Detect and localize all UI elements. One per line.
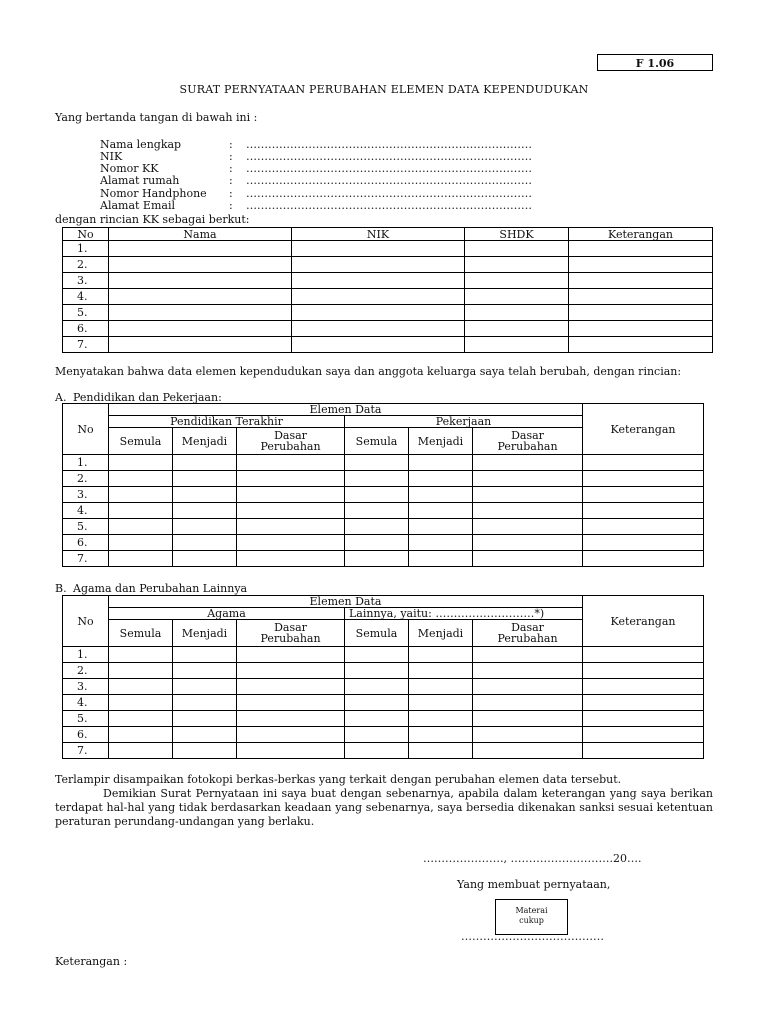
footer-keterangan-label: Keterangan :	[55, 955, 128, 968]
table-cell[interactable]	[409, 471, 473, 487]
field-label-handphone: Nomor Handphone	[100, 187, 207, 200]
table-cell[interactable]	[473, 711, 583, 727]
table-cell[interactable]	[569, 241, 713, 257]
table-cell[interactable]	[292, 241, 465, 257]
row-number: 6.	[63, 727, 109, 743]
table-cell[interactable]	[409, 551, 473, 567]
table-cell[interactable]	[409, 647, 473, 663]
table-cell[interactable]	[409, 727, 473, 743]
table-row	[63, 663, 704, 679]
table-cell[interactable]	[345, 519, 409, 535]
col-dasar-perubahan	[473, 620, 583, 647]
table-cell[interactable]	[173, 519, 237, 535]
table-cell[interactable]	[237, 519, 345, 535]
table-row	[63, 487, 704, 503]
section-b-title: Agama dan Perubahan Lainnya	[73, 582, 248, 595]
table-cell[interactable]	[465, 305, 569, 321]
table-cell[interactable]	[345, 551, 409, 567]
table-cell[interactable]	[173, 663, 237, 679]
table-cell[interactable]	[583, 727, 704, 743]
kk-col-keterangan: Keterangan	[569, 228, 713, 241]
table-row	[63, 289, 713, 305]
table-cell[interactable]	[109, 519, 173, 535]
materai-line-1: Materai	[515, 906, 548, 915]
section-b-table	[62, 595, 704, 759]
row-number: 7.	[63, 551, 109, 567]
table-cell[interactable]	[292, 321, 465, 337]
section-b-elemen-data: Elemen Data	[109, 596, 583, 608]
table-cell[interactable]	[473, 663, 583, 679]
col-menjadi: Menjadi	[173, 620, 237, 647]
table-cell[interactable]	[409, 455, 473, 471]
table-cell[interactable]	[109, 679, 173, 695]
field-label-nomor-kk: Nomor KK	[100, 162, 159, 175]
table-cell[interactable]	[109, 727, 173, 743]
place-date-line[interactable]: …………………., ……………………….20….	[423, 852, 642, 865]
table-cell[interactable]	[473, 551, 583, 567]
row-number: 1.	[63, 455, 109, 471]
field-input-email[interactable]: ……………………………………………………………………	[246, 199, 532, 212]
table-cell[interactable]	[109, 241, 292, 257]
field-label-email: Alamat Email	[100, 199, 175, 212]
row-number: 7.	[63, 743, 109, 759]
table-cell[interactable]	[237, 535, 345, 551]
table-cell[interactable]	[409, 679, 473, 695]
table-cell[interactable]	[409, 487, 473, 503]
table-cell[interactable]	[583, 695, 704, 711]
table-cell[interactable]	[583, 711, 704, 727]
table-cell[interactable]	[583, 663, 704, 679]
table-cell[interactable]	[583, 679, 704, 695]
closing-attachment-text: Terlampir disampaikan fotokopi berkas-berkas yang terkait dengan perubahan elemen data tersebut.	[55, 773, 622, 786]
col-dasar-perubahan	[237, 428, 345, 455]
table-cell[interactable]	[409, 711, 473, 727]
table-cell[interactable]	[345, 455, 409, 471]
field-colon: :	[229, 138, 233, 151]
table-cell[interactable]	[345, 535, 409, 551]
materai-line-2: cukup	[519, 916, 544, 925]
field-label-alamat: Alamat rumah	[100, 174, 180, 187]
table-cell[interactable]	[465, 337, 569, 353]
table-cell[interactable]	[473, 647, 583, 663]
table-row	[63, 679, 704, 695]
table-cell[interactable]	[473, 471, 583, 487]
table-cell[interactable]	[109, 695, 173, 711]
table-row	[63, 551, 704, 567]
table-cell[interactable]	[109, 257, 292, 273]
table-cell[interactable]	[109, 289, 292, 305]
table-row	[63, 711, 704, 727]
table-cell[interactable]	[583, 647, 704, 663]
table-cell[interactable]	[173, 647, 237, 663]
table-cell[interactable]	[237, 455, 345, 471]
section-b-group-agama: Agama	[109, 608, 345, 620]
kk-col-no: No	[63, 228, 109, 241]
table-cell[interactable]	[237, 711, 345, 727]
col-menjadi: Menjadi	[173, 428, 237, 455]
row-number: 5.	[63, 711, 109, 727]
section-a-group-pekerjaan: Pekerjaan	[345, 416, 583, 428]
table-row	[63, 273, 713, 289]
dasar-line-2: Perubahan	[260, 440, 321, 453]
document-title: SURAT PERNYATAAN PERUBAHAN ELEMEN DATA KEPENDUDUKAN	[179, 83, 589, 96]
table-cell[interactable]	[173, 695, 237, 711]
form-code-box: F 1.06	[597, 54, 713, 71]
col-dasar-perubahan	[473, 428, 583, 455]
col-semula: Semula	[109, 620, 173, 647]
table-cell[interactable]	[465, 241, 569, 257]
section-b-label: B.	[55, 582, 67, 595]
row-number: 6.	[63, 535, 109, 551]
table-cell[interactable]	[409, 695, 473, 711]
field-colon: :	[229, 199, 233, 212]
signature-line[interactable]: …………………………………	[461, 930, 604, 943]
dasar-line-2: Perubahan	[260, 632, 321, 645]
row-number: 1.	[63, 647, 109, 663]
table-cell[interactable]	[109, 487, 173, 503]
table-cell[interactable]	[173, 551, 237, 567]
table-cell[interactable]	[237, 471, 345, 487]
table-cell[interactable]	[109, 471, 173, 487]
table-cell[interactable]	[473, 487, 583, 503]
table-cell[interactable]	[569, 257, 713, 273]
table-row	[63, 455, 704, 471]
row-number: 4.	[63, 695, 109, 711]
table-cell[interactable]	[109, 305, 292, 321]
table-cell[interactable]	[109, 337, 292, 353]
kk-col-shdk: SHDK	[465, 228, 569, 241]
table-row	[63, 471, 704, 487]
table-cell[interactable]	[109, 711, 173, 727]
field-label-nama: Nama lengkap	[100, 138, 182, 151]
table-cell[interactable]	[583, 743, 704, 759]
dasar-line-1: Dasar	[274, 621, 307, 634]
row-number: 3.	[63, 273, 109, 289]
table-cell[interactable]	[292, 289, 465, 305]
kk-col-nik: NIK	[292, 228, 465, 241]
section-a-col-keterangan: Keterangan	[583, 404, 704, 455]
table-cell[interactable]	[237, 663, 345, 679]
table-cell[interactable]	[409, 503, 473, 519]
col-semula: Semula	[345, 428, 409, 455]
table-cell[interactable]	[237, 695, 345, 711]
table-cell[interactable]	[569, 305, 713, 321]
table-cell[interactable]	[237, 727, 345, 743]
table-cell[interactable]	[465, 289, 569, 305]
col-menjadi: Menjadi	[409, 428, 473, 455]
table-cell[interactable]	[345, 471, 409, 487]
row-number: 2.	[63, 471, 109, 487]
table-row	[63, 305, 713, 321]
table-cell[interactable]	[569, 289, 713, 305]
row-number: 2.	[63, 257, 109, 273]
table-cell[interactable]	[173, 679, 237, 695]
table-cell[interactable]	[292, 273, 465, 289]
field-input-alamat[interactable]: ……………………………………………………………………	[246, 174, 532, 187]
table-cell[interactable]	[292, 305, 465, 321]
col-dasar-perubahan	[237, 620, 345, 647]
row-number: 4.	[63, 289, 109, 305]
table-cell[interactable]	[237, 647, 345, 663]
row-number: 6.	[63, 321, 109, 337]
field-label-nik: NIK	[100, 150, 123, 163]
field-input-nomor-kk[interactable]: ……………………………………………………………………	[246, 162, 532, 175]
statement-text: Menyatakan bahwa data elemen kependudukan saya dan anggota keluarga saya telah berubah, dengan rincian:	[55, 365, 682, 378]
table-cell[interactable]	[345, 503, 409, 519]
section-a-table	[62, 403, 704, 567]
table-cell[interactable]	[109, 503, 173, 519]
row-number: 7.	[63, 337, 109, 353]
table-cell[interactable]	[409, 663, 473, 679]
table-row	[63, 337, 713, 353]
table-cell[interactable]	[473, 695, 583, 711]
section-b-col-no: No	[63, 596, 109, 647]
table-cell[interactable]	[345, 663, 409, 679]
intro-text: Yang bertanda tangan di bawah ini :	[55, 111, 258, 124]
dasar-line-1: Dasar	[511, 429, 544, 442]
section-a-label: A.	[55, 391, 67, 404]
section-a-title: Pendidikan dan Pekerjaan:	[73, 391, 222, 404]
table-cell[interactable]	[569, 337, 713, 353]
row-number: 2.	[63, 663, 109, 679]
kk-intro-text: dengan rincian KK sebagai berkut:	[55, 213, 250, 226]
field-input-nama[interactable]: ……………………………………………………………………	[246, 138, 532, 151]
table-cell[interactable]	[173, 535, 237, 551]
table-cell[interactable]	[237, 679, 345, 695]
table-cell[interactable]	[465, 257, 569, 273]
table-cell[interactable]	[473, 519, 583, 535]
field-colon: :	[229, 162, 233, 175]
field-colon: :	[229, 187, 233, 200]
table-cell[interactable]	[583, 487, 704, 503]
table-cell[interactable]	[109, 551, 173, 567]
dasar-line-1: Dasar	[274, 429, 307, 442]
section-a-col-no: No	[63, 404, 109, 455]
table-row	[63, 241, 713, 257]
table-cell[interactable]	[109, 321, 292, 337]
table-row	[63, 257, 713, 273]
table-cell[interactable]	[409, 519, 473, 535]
section-b-group-lainnya[interactable]: Lainnya, yaitu: ………………………*)	[345, 608, 583, 620]
table-cell[interactable]	[465, 273, 569, 289]
row-number: 3.	[63, 487, 109, 503]
col-menjadi: Menjadi	[409, 620, 473, 647]
table-row	[63, 535, 704, 551]
field-colon: :	[229, 174, 233, 187]
table-cell[interactable]	[237, 743, 345, 759]
row-number: 1.	[63, 241, 109, 257]
table-cell[interactable]	[109, 743, 173, 759]
table-cell[interactable]	[173, 503, 237, 519]
table-cell[interactable]	[473, 743, 583, 759]
table-cell[interactable]	[173, 711, 237, 727]
closing-declaration-text: Demikian Surat Pernyataan ini saya buat dengan sebenarnya, apabila dalam keterangan yang saya berikan terdapat hal-hal yang tidak berdasarkan keadaan yang sebenarnya, saya bersedia dikenakan sanksi sesuai ketentuan peraturan perundang-undangan yang berlaku.	[55, 787, 713, 828]
table-cell[interactable]	[473, 503, 583, 519]
row-number: 5.	[63, 519, 109, 535]
table-cell[interactable]	[569, 321, 713, 337]
dasar-line-2: Perubahan	[497, 440, 558, 453]
table-row	[63, 727, 704, 743]
kk-col-nama: Nama	[109, 228, 292, 241]
signer-label: Yang membuat pernyataan,	[457, 878, 611, 891]
table-cell[interactable]	[345, 647, 409, 663]
table-cell[interactable]	[345, 679, 409, 695]
row-number: 5.	[63, 305, 109, 321]
field-colon: :	[229, 150, 233, 163]
table-cell[interactable]	[409, 743, 473, 759]
table-cell[interactable]	[473, 679, 583, 695]
table-cell[interactable]	[109, 663, 173, 679]
table-cell[interactable]	[292, 337, 465, 353]
field-input-handphone[interactable]: ……………………………………………………………………	[246, 187, 532, 200]
table-cell[interactable]	[109, 535, 173, 551]
section-a-group-pendidikan: Pendidikan Terakhir	[109, 416, 345, 428]
table-row	[63, 503, 704, 519]
table-row	[63, 321, 713, 337]
dasar-line-1: Dasar	[511, 621, 544, 634]
table-cell[interactable]	[583, 551, 704, 567]
table-cell[interactable]	[583, 471, 704, 487]
table-cell[interactable]	[583, 519, 704, 535]
table-cell[interactable]	[583, 455, 704, 471]
table-cell[interactable]	[465, 321, 569, 337]
kk-table-header	[63, 228, 713, 241]
table-cell[interactable]	[583, 535, 704, 551]
table-cell[interactable]	[173, 487, 237, 503]
table-cell[interactable]	[583, 503, 704, 519]
table-cell[interactable]	[345, 727, 409, 743]
section-b-col-keterangan: Keterangan	[583, 596, 704, 647]
table-row	[63, 695, 704, 711]
dasar-line-2: Perubahan	[497, 632, 558, 645]
col-semula: Semula	[345, 620, 409, 647]
table-cell[interactable]	[237, 551, 345, 567]
table-cell[interactable]	[473, 727, 583, 743]
table-cell[interactable]	[409, 535, 473, 551]
table-cell[interactable]	[345, 695, 409, 711]
table-cell[interactable]	[345, 711, 409, 727]
table-cell[interactable]	[173, 727, 237, 743]
field-input-nik[interactable]: ……………………………………………………………………	[246, 150, 532, 163]
col-semula: Semula	[109, 428, 173, 455]
table-cell[interactable]	[173, 455, 237, 471]
table-cell[interactable]	[237, 503, 345, 519]
table-cell[interactable]	[473, 455, 583, 471]
table-cell[interactable]	[345, 487, 409, 503]
table-cell[interactable]	[569, 273, 713, 289]
table-cell[interactable]	[109, 647, 173, 663]
row-number: 4.	[63, 503, 109, 519]
table-cell[interactable]	[292, 257, 465, 273]
table-row	[63, 647, 704, 663]
row-number: 3.	[63, 679, 109, 695]
table-row	[63, 519, 704, 535]
table-cell[interactable]	[237, 487, 345, 503]
section-a-elemen-data: Elemen Data	[109, 404, 583, 416]
table-cell[interactable]	[109, 455, 173, 471]
table-cell[interactable]	[109, 273, 292, 289]
kk-table	[62, 227, 713, 353]
table-cell[interactable]	[173, 471, 237, 487]
table-cell[interactable]	[173, 743, 237, 759]
table-cell[interactable]	[345, 743, 409, 759]
table-cell[interactable]	[473, 535, 583, 551]
table-row	[63, 743, 704, 759]
